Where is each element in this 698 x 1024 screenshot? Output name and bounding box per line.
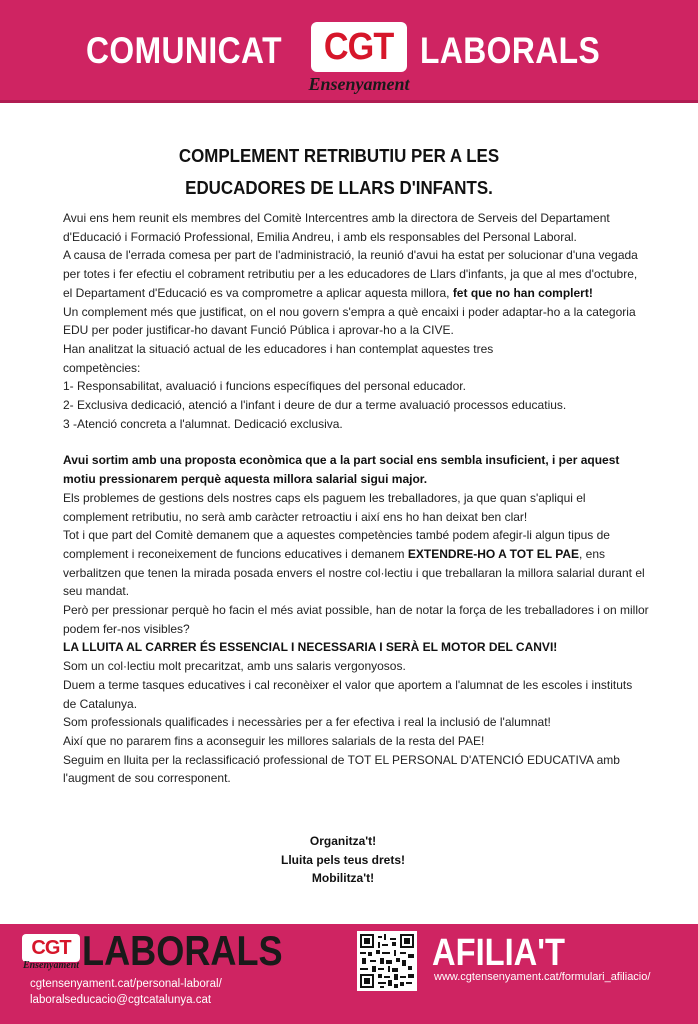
header-comunicat: COMUNICAT [86,30,282,71]
body-line: Però per pressionar perquè ho facin el més aviat possible, han de notar la força de les treballadores i on millor [63,603,649,618]
footer-cgt-logo [22,934,80,962]
body-line: Així que no pararem fins a aconseguir les millores salarials de la resta del PAE! [63,733,485,748]
footer-banner [0,924,698,1024]
header-laborals: LABORALS [420,30,601,71]
body-line: l'augment de sou corresponent. [63,771,231,786]
closing-line-mobilitza: Mobilitza't! [311,871,375,885]
body-line: EDU per poder justificar-ho davant Funció Pública i aprovar-ho a la CIVE. [63,323,454,338]
body-line [63,545,623,564]
body-line: de Catalunya. [63,696,138,711]
footer-afilia-title: AFILIA'T [432,932,566,974]
cgt-logo-subtitle: Ensenyament [308,74,410,94]
body-emphasis: Avui sortim amb una proposta econòmica que a la part social ens sembla insuficient, i per aquest [63,453,620,468]
footer-cgt-logo-text: CGT [31,936,71,959]
slogan: LA LLUITA AL CARRER ÉS ESSENCIAL I NECESSARIA I SERÀ EL MOTOR DEL CANVI! [63,640,558,655]
closing-line-lluita: Lluita pels teus drets! [280,852,406,867]
slogan-line [63,638,623,657]
body-emphasis: EXTENDRE-HO A TOT EL PAE [407,546,579,561]
body-line: verbalitzen que tenen la mirada posada envers el nostre col·lectiu i que treballaran la millora salarial durant el [63,565,645,580]
body-line: Seguim en lluita per la reclassificació professional de TOT EL PERSONAL D'ATENCIÓ EDUCATIVA amb [63,752,620,767]
body-line: Un complement més que justificat, on el nou govern s'empra a què encaixi i poder adaptar-ho a la categoria [63,304,636,319]
title-line-2: EDUCADORES DE LLARS D'INFANTS. [185,178,493,198]
body-line: 3 -Atenció concreta a l'alumnat. Dedicació exclusiva. [63,416,343,431]
body-line: Tot i que part del Comitè demanem que a aquestes competències també podem afegir-li algun tipus de [63,528,610,543]
body-line: seu mandat. [63,584,130,599]
body-line: Avui ens hem reunit els membres del Comitè Intercentres amb la directora de Serveis del Departament [63,211,610,225]
body-line: d'Educació i Formació Professional, Emilia Andreu, i amb els responsables del Personal Laboral. [63,229,577,244]
cgt-logo-badge [311,22,407,72]
body-line: Els problemes de gestions dels nostres caps els paguem les treballadores, ja que quan s'apliqui el [63,490,586,505]
document-title [20,140,657,204]
body-line: Som un col·lectiu molt precaritzat, amb uns salaris vergonyosos. [63,659,406,674]
body-line: Som professionals qualificades i necessàries per a fer efectiva i real la inclusió de l'alumnat! [63,715,551,730]
paragraph-gap [63,433,623,451]
body-emphasis: fet que no han complert! [452,285,593,300]
body-line: Duem a terme tasques educatives i cal reconèixer el valor que aportem a l'alumnat de les escoles i instituts [63,677,633,692]
body-text: , ens [579,546,606,561]
footer-personal-laboral-link[interactable]: cgtensenyament.cat/personal-laboral/ [30,978,222,990]
body-text: el Departament d'Educació es va comprometre a aplicar aquesta millora, [63,285,453,300]
body-line: Han analitzat la situació actual de les educadores i han contemplat aquestes tres [63,341,494,356]
body-bold-line [63,451,623,470]
footer-afiliacio-link[interactable]: www.cgtensenyament.cat/formulari_afiliacio/ [434,971,651,983]
body-line: podem fer-nos visibles? [63,621,190,636]
footer-cgt-logo-subtitle: Ensenyament [22,960,80,971]
closing-slogans [0,832,686,888]
footer-email-link[interactable]: laboralseducacio@cgtcatalunya.cat [30,994,212,1006]
cgt-logo [307,18,411,98]
body-bold-line [63,470,623,489]
body-line [63,284,623,303]
body-emphasis: motiu pressionarem perquè aquesta millora salarial sigui major. [63,472,428,487]
body-line: per totes i fer efectiu el cobrament retributiu per a les educadores de Llars d'infants, ja que al mes d'octubre, [63,267,638,282]
body-line: 2- Exclusiva dedicació, atenció a l'infant i deure de dur a terme avaluació processos educatius. [63,398,567,413]
qr-code-icon[interactable] [357,931,417,991]
body-line: 1- Responsabilitat, avaluació i funcions específiques del personal educador. [63,379,466,394]
title-line-1: COMPLEMENT RETRIBUTIU PER A LES [178,146,500,166]
body-text: complement i reconeixement de funcions educatives i demanem [63,546,408,561]
body-line: complement retributiu, no serà amb caràcter retroactiu i així ens ho han deixat ben clar! [63,509,528,524]
closing-line-organitza: Organitza't! [309,834,377,848]
footer-laborals-title: LABORALS [82,927,283,974]
header-banner [0,0,698,103]
cgt-logo-text: CGT [324,25,394,68]
body-line: competències: [63,360,141,375]
body-line: A causa de l'errada comesa per part de l'administració, la reunió d'avui ha estat per solucionar d'una vegada [63,248,638,263]
document-body [63,209,649,788]
